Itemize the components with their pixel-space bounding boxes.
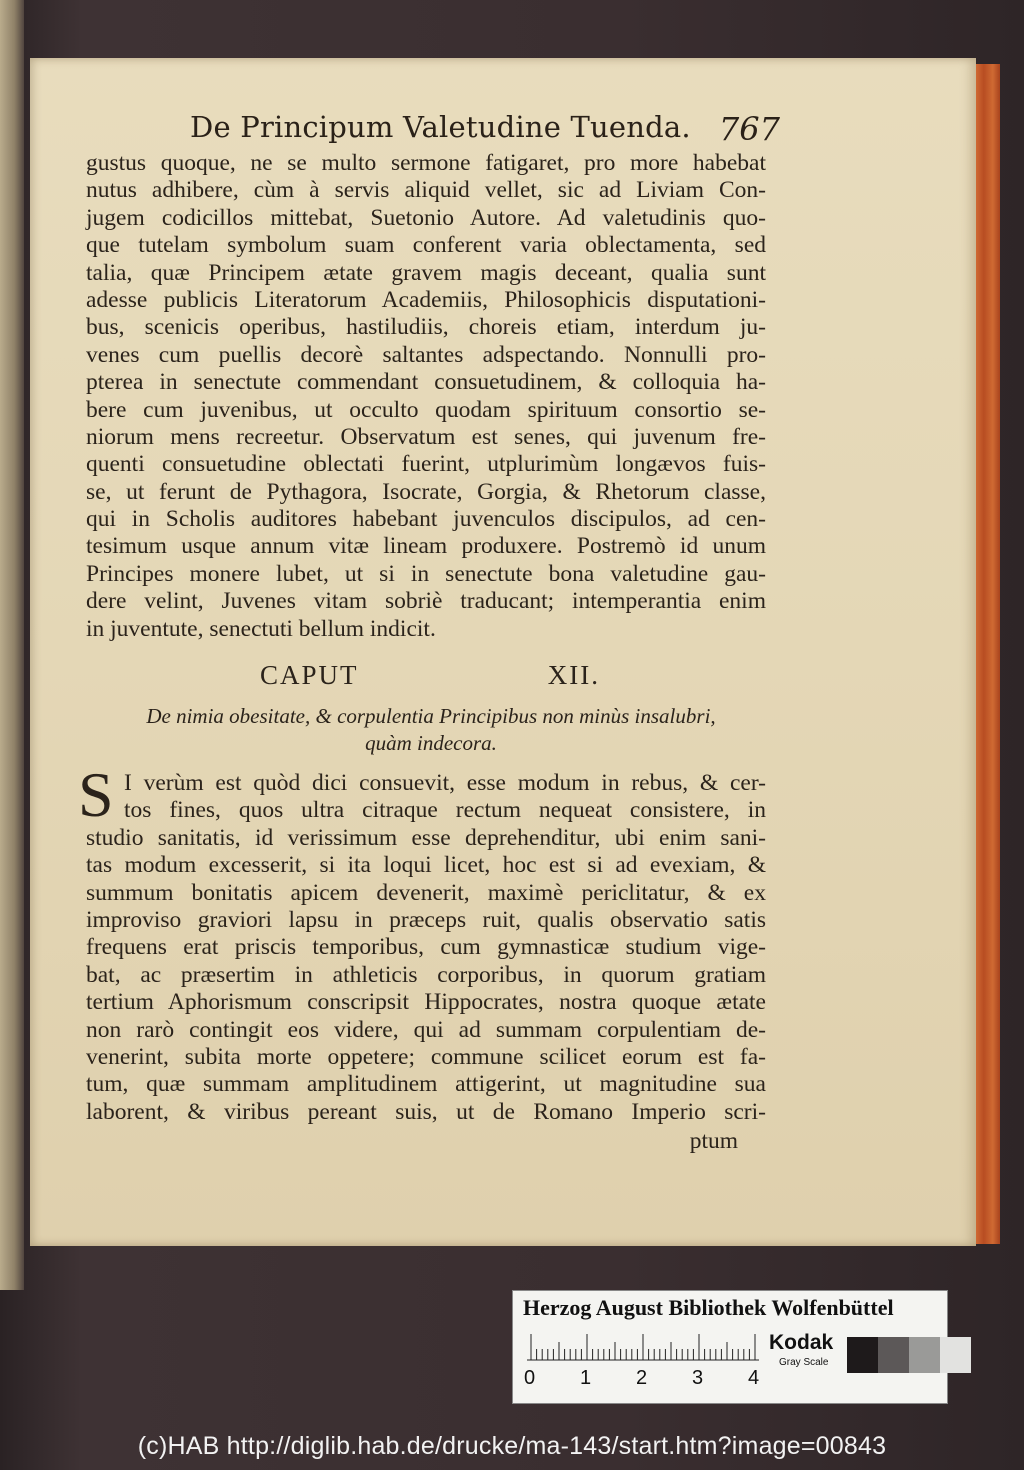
text-line: bus, scenicis operibus, hastiludiis, choreis etiam, interdum ju- (86, 314, 766, 341)
ruler-label: 1 (580, 1367, 592, 1389)
text-line: qui in Scholis auditores habebant juvenculos discipulos, ad cen- (86, 506, 766, 533)
text-line: tos fines, quos ultra citraque rectum nequeat consistere, in (124, 797, 766, 824)
ruler-label: 4 (748, 1367, 760, 1389)
text-line: nutus adhibere, cùm à servis aliquid vellet, sic ad Liviam Con- (86, 177, 766, 204)
text-line: summum bonitatis apicem devenerit, maximè periclitatur, & ex (86, 879, 766, 906)
text-line: pterea in senectute commendant consuetudinem, & colloquia ha- (86, 369, 766, 396)
text-line: tertium Aphorismum conscripsit Hippocrates, nostra quoque ætate (86, 989, 766, 1016)
text-line: quenti consuetudine oblectati fuerint, utplurimùm longævos fuis- (86, 451, 766, 478)
text-line: Principes monere lubet, ut si in senectute bona valetudine gau- (86, 560, 766, 587)
ruler-scale (527, 1333, 759, 1361)
text-line: improviso graviori lapsu in præceps ruit, qualis observatio satis (86, 906, 766, 933)
text-line: venerint, subita morte oppetere; commune scilicet eorum est fa- (86, 1043, 766, 1070)
paragraph-2 (86, 770, 766, 1126)
gray-patch (909, 1337, 940, 1373)
text-line: tum, quæ summam amplitudinem attigerint, ut magnitudine sua (86, 1071, 766, 1098)
text-line: que tutelam symbolum suam conferent varia oblectamenta, sed (86, 232, 766, 259)
gray-scale-label: Gray Scale (779, 1357, 829, 1368)
chapter-heading: CAPUT XII. (260, 660, 600, 690)
text-line: se, ut ferunt de Pythagora, Isocrate, Gorgia, & Rhetorum classe, (86, 478, 766, 505)
gray-patch (847, 1337, 878, 1373)
catchword: ptum (689, 1128, 738, 1154)
chapter-subtitle (96, 703, 766, 757)
text-line: frequens erat priscis temporibus, cum gymnasticæ studium vige- (86, 934, 766, 961)
text-line: tesimum usque annum vitæ lineam produxere. Postremò id unum (86, 533, 766, 560)
page-header (190, 110, 780, 154)
text-line: venes cum puellis decorè saltantes adspectando. Nonnulli pro- (86, 341, 766, 368)
text-line: bere cum juvenibus, ut occulto quodam spirituum consortio se- (86, 396, 766, 423)
drop-cap: S (78, 759, 114, 830)
ruler-label: 0 (524, 1367, 536, 1389)
text-line: niorum mens recreetur. Observatum est senes, qui juvenum fre- (86, 423, 766, 450)
paragraph-1 (86, 150, 766, 643)
source-url: (c)HAB http://diglib.hab.de/drucke/ma-143/start.htm?image=00843 (137, 1432, 887, 1460)
chapter-subtitle-line: De nimia obesitate, & corpulentia Principibus non minùs insalubri, (146, 704, 716, 728)
text-line: adesse publicis Literatorum Academiis, Philosophicis disputationi- (86, 286, 766, 313)
gray-patch (940, 1337, 971, 1373)
running-title: De Principum Valetudine Tuenda. (190, 110, 691, 144)
text-line: studio sanitatis, id verissimum esse deprehenditur, ubi enim sani- (86, 824, 766, 851)
text-line: laborent, & viribus pereant suis, ut de Romano Imperio scri- (86, 1098, 766, 1125)
text-line: non rarò contingit eos videre, qui ad summam corpulentiam de- (86, 1016, 766, 1043)
text-line: bat, ac præsertim in athleticis corporibus, in quorum gratiam (86, 961, 766, 988)
gray-patch (878, 1337, 909, 1373)
library-name: Herzog August Bibliothek Wolfenbüttel (523, 1295, 894, 1320)
text-line: jugem codicillos mittebat, Suetonio Autore. Ad valetudinis quo- (86, 204, 766, 231)
text-line: in juventute, senectuti bellum indicit. (86, 615, 436, 642)
text-line: tas modum excesserit, si ita loqui licet, hoc est si ad evexiam, & (86, 852, 766, 879)
left-page-edge (0, 0, 24, 1290)
kodak-logo: Kodak (769, 1331, 834, 1354)
ruler-label: 3 (692, 1367, 704, 1389)
text-line: talia, quæ Principem ætate gravem magis deceant, qualia sunt (86, 259, 766, 286)
page-number: 767 (718, 110, 780, 148)
color-calibration-card (512, 1290, 948, 1404)
chapter-subtitle-line: quàm indecora. (365, 731, 497, 755)
text-line: dere velint, Juvenes vitam sobriè traducant; intemperantia enim (86, 588, 766, 615)
ruler-label: 2 (636, 1367, 648, 1389)
text-line: gustus quoque, ne se multo sermone fatigaret, pro more habebat (86, 150, 766, 176)
text-line: I verùm est quòd dici consuevit, esse modum in rebus, & cer- (124, 770, 766, 796)
